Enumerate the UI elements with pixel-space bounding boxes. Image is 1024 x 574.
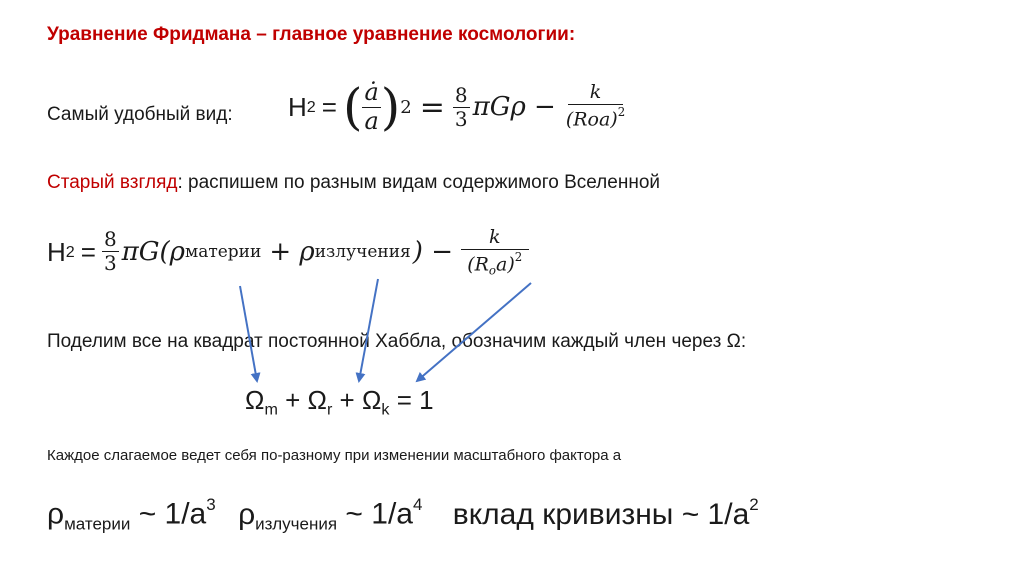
plus-rho: + ρ bbox=[269, 236, 315, 267]
matter-exponent: 3 bbox=[206, 495, 216, 514]
old-view-text: : распишем по разным видам содержимого Вселенной bbox=[177, 172, 660, 193]
pi-g-rho-open: πG(ρ bbox=[121, 236, 185, 267]
three: 3 bbox=[454, 106, 468, 131]
matter-scaling: ~ 1/a bbox=[138, 497, 207, 531]
close-minus: ) − bbox=[412, 236, 453, 267]
convenient-form-label: Самый удобный вид: bbox=[47, 104, 233, 125]
equals-sign: = bbox=[321, 91, 337, 122]
arrow-curvature bbox=[417, 283, 531, 381]
rho-matter: ρ bbox=[47, 497, 65, 531]
den-exponent: 2 bbox=[617, 105, 626, 120]
radiation-subscript: излучения bbox=[314, 241, 411, 262]
arrow-radiation bbox=[359, 279, 378, 381]
scaling-note: Каждое слагаемое ведет себя по-разному при изменении масштабного фактора а bbox=[47, 447, 622, 464]
h-symbol-2: H bbox=[47, 236, 66, 267]
a-dot: ȧ bbox=[364, 78, 379, 107]
old-view-highlight: Старый взгляд bbox=[47, 172, 178, 193]
omega-m-sub: m bbox=[264, 400, 278, 419]
h-exponent: 2 bbox=[306, 97, 316, 116]
roa-denominator: (Roa) bbox=[565, 108, 618, 131]
rho-radiation-sub: излучения bbox=[255, 514, 338, 534]
left-paren: ( bbox=[342, 78, 363, 136]
den-exponent-2: 2 bbox=[514, 249, 523, 264]
right-paren: ) bbox=[380, 78, 401, 136]
outer-exponent: 2 bbox=[400, 96, 412, 118]
rho-matter-sub: материи bbox=[64, 514, 131, 534]
eight-2: 8 bbox=[103, 227, 117, 252]
h-symbol: H bbox=[288, 91, 307, 122]
pi-g-rho: πGρ − bbox=[472, 92, 556, 122]
curvature-exponent: 2 bbox=[749, 495, 759, 514]
radiation-scaling: ~ 1/a bbox=[345, 497, 413, 531]
three-2: 3 bbox=[103, 251, 117, 276]
equals-sign-2: = bbox=[419, 89, 445, 125]
k-numerator-2: k bbox=[461, 228, 529, 250]
omega-r-sub: r bbox=[326, 400, 333, 419]
radiation-exponent: 4 bbox=[412, 495, 423, 514]
a-denominator: a bbox=[364, 106, 379, 135]
k-numerator: k bbox=[568, 83, 624, 105]
rho-radiation: ρ bbox=[238, 497, 256, 531]
r-sub-o: o bbox=[488, 263, 497, 278]
matter-subscript: материи bbox=[184, 241, 262, 262]
h-exponent-2: 2 bbox=[65, 242, 75, 261]
omega-k-sub: k bbox=[381, 400, 390, 419]
slide-title: Уравнение Фридмана – главное уравнение космологии: bbox=[47, 24, 576, 45]
equals-one: = 1 bbox=[396, 385, 434, 415]
arrow-matter bbox=[240, 286, 257, 381]
curvature-scaling: вклад кривизны ~ 1/a bbox=[452, 497, 750, 531]
r-open: (R bbox=[467, 252, 489, 275]
a-close: a) bbox=[496, 252, 515, 275]
omega-m: Ω bbox=[245, 385, 265, 415]
equals-sign-3: = bbox=[80, 236, 96, 267]
omega-k: + Ω bbox=[339, 385, 382, 415]
divide-by-hubble-text: Поделим все на квадрат постоянной Хаббла, обозначим каждый член через Ω: bbox=[47, 331, 747, 352]
omega-r: + Ω bbox=[285, 385, 327, 415]
eight: 8 bbox=[454, 82, 468, 107]
